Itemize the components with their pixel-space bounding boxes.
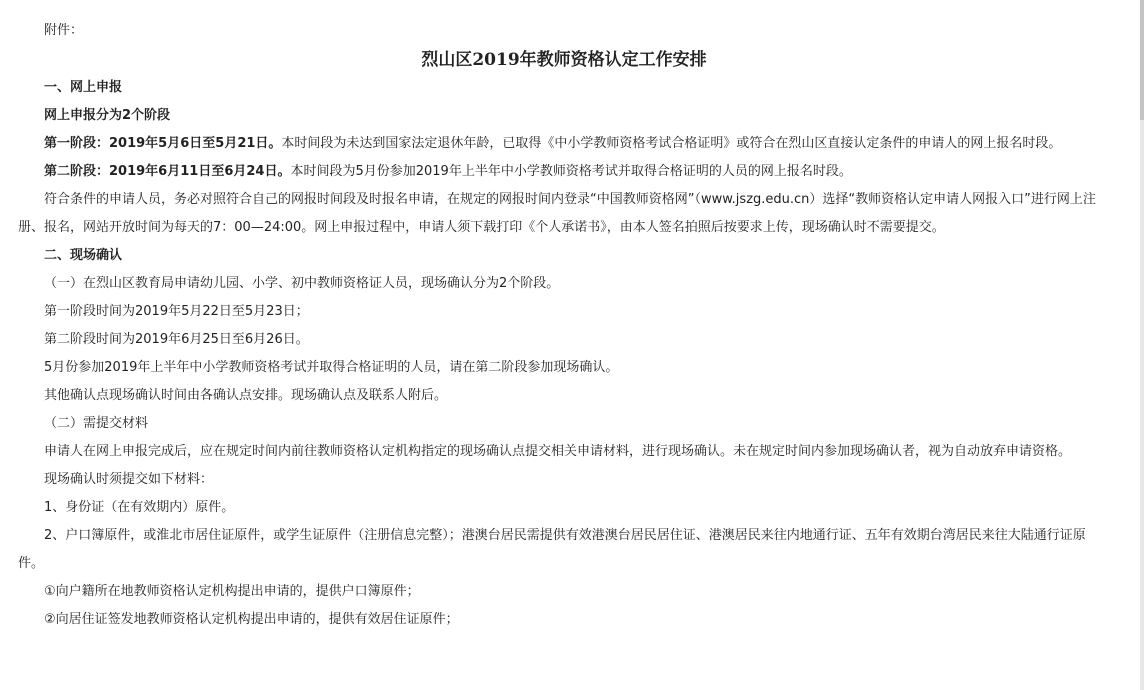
list-item-id-card: 1、身份证（在有效期内）原件。: [44, 500, 235, 515]
stage-1-lead: 第一阶段：2019年5月6日至5月21日。: [44, 136, 282, 151]
attachment-label: 附件：: [44, 23, 84, 38]
paragraph-stage-1: [18, 130, 1110, 158]
paragraph-other-points: 其他确认点现场确认时间由各确认点安排。现场确认点及联系人附后。: [44, 388, 448, 403]
list-item-household-register-option: ①向户籍所在地教师资格认定机构提出申请的，提供户口簿原件；: [44, 584, 420, 599]
paragraph-onsite-stage-2: 第二阶段时间为2019年6月25日至6月26日。: [44, 332, 309, 347]
paragraph-materials-intro: 申请人在网上申报完成后，应在规定时间内前往教师资格认定机构指定的现场确认点提交相关申请材料，进行现场确认。未在规定时间内参加现场确认者，视为自动放弃申请资格。: [44, 444, 1072, 459]
subheading-materials: （二）需提交材料: [44, 416, 149, 431]
section-heading-online: 一、网上申报: [44, 80, 123, 95]
section-heading-onsite: 二、现场确认: [44, 248, 123, 263]
paragraph-stage-2: [18, 158, 1110, 186]
scrollbar-thumb[interactable]: [1140, 0, 1144, 120]
page-title: 烈山区2019年教师资格认定工作安排: [421, 50, 707, 70]
stage-1-text: 本时间段为未达到国家法定退休年龄，已取得《中小学教师资格考试合格证明》或符合在烈山区直接认定条件的申请人的网上报名时段。: [281, 136, 1062, 151]
paragraph-onsite-stages: （一）在烈山区教育局申请幼儿园、小学、初中教师资格证人员，现场确认分为2个阶段。: [44, 276, 560, 291]
list-item-residence-permit-option: ②向居住证签发地教师资格认定机构提出申请的，提供有效居住证原件；: [44, 612, 459, 627]
vertical-scrollbar[interactable]: [1140, 0, 1144, 690]
document-body: [18, 16, 1110, 634]
paragraph-may-candidates: 5月份参加2019年上半年中小学教师资格考试并取得合格证明的人员，请在第二阶段参加现场确认。: [44, 360, 619, 375]
stage-2-text: 本时间段为5月份参加2019年上半年中小学教师资格考试并取得合格证明的人员的网上报名时段。: [290, 164, 852, 179]
stage-2-lead: 第二阶段：2019年6月11日至6月24日。: [44, 164, 291, 179]
list-item-household-register: 2、户口簿原件，或淮北市居住证原件，或学生证原件（注册信息完整）；港澳台居民需提供有效港澳台居民居住证、港澳居民来往内地通行证、五年有效期台湾居民来往大陆通行证原件。: [18, 528, 1086, 571]
subheading-online-stages: 网上申报分为2个阶段: [44, 108, 171, 123]
paragraph-materials-list-intro: 现场确认时须提交如下材料：: [44, 472, 214, 487]
paragraph-online-instructions: 符合条件的申请人员，务必对照符合自己的网报时间段及时报名申请，在规定的网报时间内登录“中国教师资格网”（www.jszg.edu.cn）选择“教师资格认定申请人网报入口”进行网上注册、报名，网站开放时间为每天的7：00—24:00。网上申报过程中，申请人须下载打印《个人承诺书》，由本人签名拍照后按要求上传，现场确认时不需要提交。: [18, 192, 1096, 235]
paragraph-onsite-stage-1: 第一阶段时间为2019年5月22日至5月23日；: [44, 304, 309, 319]
